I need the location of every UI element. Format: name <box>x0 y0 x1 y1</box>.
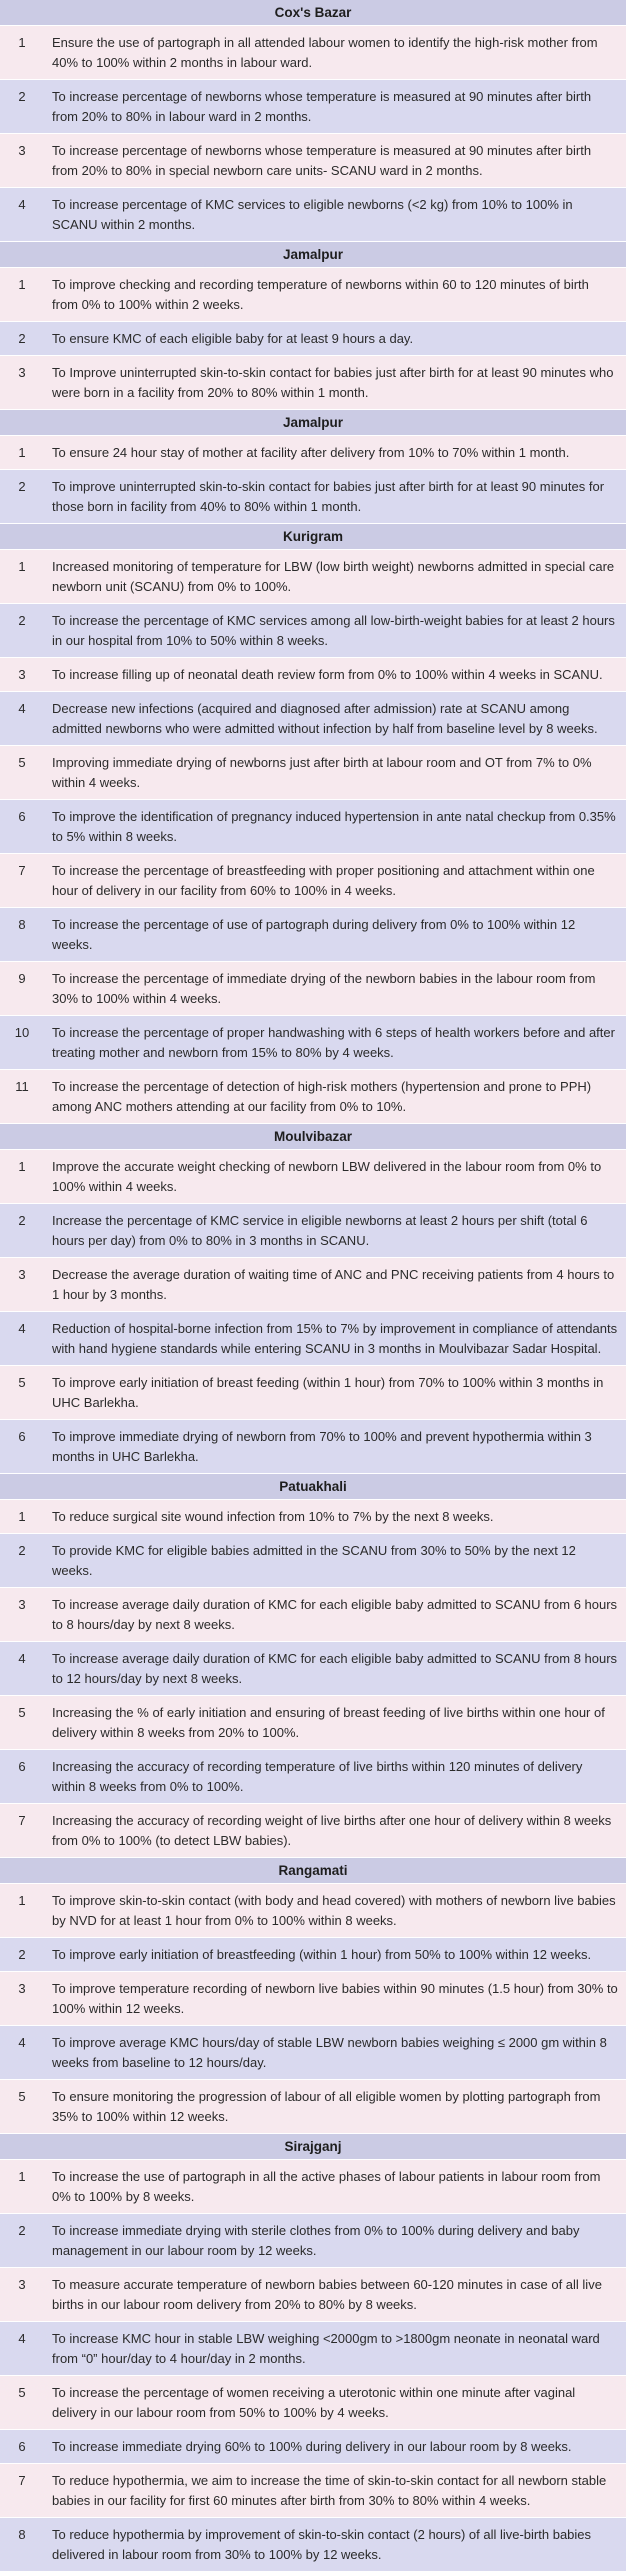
table-row <box>0 2160 626 2214</box>
table-row <box>0 1366 626 1420</box>
row-number: 8 <box>18 917 26 932</box>
row-text: To increase the percentage of detection of high-risk mothers (hypertension and prone to PPH) among ANC mothers attending at our facility from 0% to 10%. <box>52 1079 592 1114</box>
row-number: 1 <box>18 277 26 292</box>
row-text: To measure accurate temperature of newborn babies between 60-120 minutes in case of all live births in our labour room delivery from 20% to 80% by 8 weeks. <box>52 2277 602 2312</box>
row-number: 6 <box>18 2439 26 2454</box>
row-text: To Improve uninterrupted skin-to-skin contact for babies just after birth for at least 90 minutes who were born in a facility from 20% to 80% within 1 month. <box>52 365 614 400</box>
row-number: 2 <box>18 1543 26 1558</box>
row-number: 4 <box>18 701 26 716</box>
section-header: Kurigram <box>0 524 626 550</box>
row-text: Improving immediate drying of newborns just after birth at labour room and OT from 7% to 0% within 4 weeks. <box>52 755 592 790</box>
table-row <box>0 604 626 658</box>
row-text: To improve immediate drying of newborn from 70% to 100% and prevent hypothermia within 3 months in UHC Barlekha. <box>52 1429 592 1464</box>
section-header: Jamalpur <box>0 410 626 436</box>
row-text: To reduce surgical site wound infection from 10% to 7% by the next 8 weeks. <box>52 1509 494 1524</box>
row-number: 2 <box>18 1213 26 1228</box>
row-number: 3 <box>18 1597 26 1612</box>
row-text: To increase the percentage of immediate drying of the newborn babies in the labour room from 30% to 100% within 4 weeks. <box>52 971 596 1006</box>
section-header: Jamalpur <box>0 242 626 268</box>
row-number: 7 <box>18 863 26 878</box>
row-number: 1 <box>18 2169 26 2184</box>
row-text: To increase average daily duration of KMC for each eligible baby admitted to SCANU from 6 hours to 8 hours/day by next 8 weeks. <box>52 1597 618 1632</box>
table-row <box>0 908 626 962</box>
row-text: To improve uninterrupted skin-to-skin contact for babies just after birth for at least 90 minutes for those born in facility from 40% to 80% within 1 month. <box>52 479 605 514</box>
row-number: 3 <box>18 667 26 682</box>
row-text: To improve average KMC hours/day of stable LBW newborn babies weighing ≤ 2000 gm within 8 weeks from baseline to 12 hours/day. <box>52 2035 607 2070</box>
table-row <box>0 322 626 356</box>
table-row <box>0 1204 626 1258</box>
row-text: To increase the percentage of KMC services among all low-birth-weight babies for at least 2 hours in our hospital from 10% to 50% within 8 weeks. <box>52 613 615 648</box>
row-text: To increase percentage of KMC services to eligible newborns (<2 kg) from 10% to 100% in SCANU within 2 months. <box>52 197 573 232</box>
row-text: Increase the percentage of KMC service in eligible newborns at least 2 hours per shift (total 6 hours per day) from 0% to 80% in 3 months in SCANU. <box>52 1213 588 1248</box>
row-number: 5 <box>18 2089 26 2104</box>
table-row <box>0 1972 626 2026</box>
table-row <box>0 746 626 800</box>
table-row <box>0 1420 626 1474</box>
table-row <box>0 356 626 410</box>
row-number: 10 <box>14 1025 30 1040</box>
row-text: Improve the accurate weight checking of newborn LBW delivered in the labour room from 0% to 100% within 4 weeks. <box>52 1159 602 1194</box>
row-number: 1 <box>18 559 26 574</box>
row-number: 6 <box>18 1759 26 1774</box>
row-text: Ensure the use of partograph in all attended labour women to identify the high-risk mother from 40% to 100% within 2 months in labour ward. <box>52 35 598 70</box>
section-header: Cox's Bazar <box>0 0 626 26</box>
row-number: 1 <box>18 1509 26 1524</box>
row-text: To increase the percentage of proper handwashing with 6 steps of health workers before and after treating mother and newborn from 15% to 80% by 4 weeks. <box>52 1025 615 1060</box>
row-text: To provide KMC for eligible babies admitted in the SCANU from 30% to 50% by the next 12 weeks. <box>52 1543 576 1578</box>
row-number: 3 <box>18 2277 26 2292</box>
table-row <box>0 1696 626 1750</box>
table-row <box>0 1150 626 1204</box>
table-row <box>0 2430 626 2464</box>
row-text: To reduce hypothermia, we aim to increase the time of skin-to-skin contact for all newborn stable babies in our facility for first 60 minutes after birth from 30% to 80% within 4 weeks. <box>52 2473 607 2508</box>
row-number: 3 <box>18 143 26 158</box>
row-number: 2 <box>18 613 26 628</box>
row-number: 1 <box>18 35 26 50</box>
table-row <box>0 2080 626 2134</box>
row-number: 5 <box>18 2385 26 2400</box>
table-row <box>0 2464 626 2518</box>
row-number: 1 <box>18 1893 26 1908</box>
row-text: To increase the percentage of women receiving a uterotonic within one minute after vaginal delivery in our labour room from 50% to 100% by 4 weeks. <box>52 2385 576 2420</box>
row-number: 6 <box>18 809 26 824</box>
row-text: To increase percentage of newborns whose temperature is measured at 90 minutes after birth from 20% to 80% in special newborn care units- SCANU ward in 2 months. <box>52 143 592 178</box>
table-row <box>0 1588 626 1642</box>
section-header: Patuakhali <box>0 1474 626 1500</box>
table-row <box>0 1016 626 1070</box>
row-text: To ensure 24 hour stay of mother at facility after delivery from 10% to 70% within 1 month. <box>52 445 570 460</box>
row-text: To reduce hypothermia by improvement of skin-to-skin contact (2 hours) of all live-birth babies delivered in labour room from 30% to 100% by 12 weeks. <box>52 2527 592 2562</box>
row-text: To improve early initiation of breastfeeding (within 1 hour) from 50% to 100% within 12 weeks. <box>52 1947 592 1962</box>
table-row <box>0 268 626 322</box>
table-row <box>0 188 626 242</box>
row-number: 2 <box>18 1947 26 1962</box>
row-number: 5 <box>18 1375 26 1390</box>
row-text: To improve early initiation of breast feeding (within 1 hour) from 70% to 100% within 3 months in UHC Barlekha. <box>52 1375 604 1410</box>
row-number: 3 <box>18 1267 26 1282</box>
row-number: 4 <box>18 1321 26 1336</box>
table-row <box>0 2518 626 2572</box>
row-text: To improve the identification of pregnancy induced hypertension in ante natal checkup from 0.35% to 5% within 8 weeks. <box>52 809 616 844</box>
row-text: Increased monitoring of temperature for LBW (low birth weight) newborns admitted in special care newborn unit (SCANU) from 0% to 100%. <box>52 559 615 594</box>
row-text: Decrease the average duration of waiting time of ANC and PNC receiving patients from 4 hours to 1 hour by 3 months. <box>52 1267 615 1302</box>
table-row <box>0 1750 626 1804</box>
row-number: 2 <box>18 331 26 346</box>
row-text: To increase average daily duration of KMC for each eligible baby admitted to SCANU from 8 hours to 12 hours/day by next 8 weeks. <box>52 1651 618 1686</box>
table-row <box>0 26 626 80</box>
table-row <box>0 1258 626 1312</box>
table-row <box>0 1070 626 1124</box>
section-header: Moulvibazar <box>0 1124 626 1150</box>
table-row <box>0 2376 626 2430</box>
table-row <box>0 962 626 1016</box>
table-row <box>0 1534 626 1588</box>
row-number: 7 <box>18 2473 26 2488</box>
table-row <box>0 2214 626 2268</box>
table-row <box>0 1642 626 1696</box>
row-number: 9 <box>18 971 26 986</box>
table-row <box>0 854 626 908</box>
row-number: 3 <box>18 1981 26 1996</box>
row-number: 1 <box>18 1159 26 1174</box>
table-row <box>0 134 626 188</box>
table-row <box>0 2026 626 2080</box>
row-text: To ensure KMC of each eligible baby for at least 9 hours a day. <box>52 331 414 346</box>
row-text: Increasing the accuracy of recording temperature of live births within 120 minutes of delivery within 8 weeks from 0% to 100%. <box>52 1759 583 1794</box>
row-number: 4 <box>18 2035 26 2050</box>
row-number: 8 <box>18 2527 26 2542</box>
section-header: Rangamati <box>0 1858 626 1884</box>
table-row <box>0 692 626 746</box>
row-number: 3 <box>18 365 26 380</box>
row-number: 11 <box>15 1079 29 1094</box>
row-number: 6 <box>18 1429 26 1444</box>
row-number: 4 <box>18 2331 26 2346</box>
row-text: To increase immediate drying with sterile clothes from 0% to 100% during delivery and baby management in our labour room by 12 weeks. <box>52 2223 580 2258</box>
table-row <box>0 1500 626 1534</box>
table-row <box>0 436 626 470</box>
row-text: To improve skin-to-skin contact (with body and head covered) with mothers of newborn live babies by NVD for at least 1 hour from 0% to 100% within 8 weeks. <box>52 1893 616 1928</box>
row-number: 4 <box>18 197 26 212</box>
row-text: To increase the percentage of use of partograph during delivery from 0% to 100% within 12 weeks. <box>52 917 576 952</box>
row-text: Increasing the accuracy of recording weight of live births after one hour of delivery within 8 weeks from 0% to 100% (to detect LBW babies). <box>52 1813 612 1848</box>
row-number: 4 <box>18 1651 26 1666</box>
row-number: 5 <box>18 1705 26 1720</box>
row-text: To increase the percentage of breastfeeding with proper positioning and attachment within one hour of delivery in our facility from 60% to 100% in 4 weeks. <box>52 863 595 898</box>
row-text: Reduction of hospital-borne infection from 15% to 7% by improvement in compliance of attendants with hand hygiene standards while entering SCANU in 3 months in Moulvibazar Sadar Hospital. <box>52 1321 618 1356</box>
table-row <box>0 470 626 524</box>
row-text: To improve temperature recording of newborn live babies within 90 minutes (1.5 hour) from 30% to 100% within 12 weeks. <box>52 1981 618 2016</box>
table-row <box>0 1938 626 1972</box>
row-text: To increase KMC hour in stable LBW weighing <2000gm to >1800gm neonate in neonatal ward from “0” hour/day to 4 hour/day in 2 months. <box>52 2331 600 2366</box>
table-row <box>0 2268 626 2322</box>
row-text: Increasing the % of early initiation and ensuring of breast feeding of live births within one hour of delivery within 8 weeks from 20% to 100%. <box>52 1705 605 1740</box>
row-number: 5 <box>18 755 26 770</box>
row-text: To increase the use of partograph in all the active phases of labour patients in labour room from 0% to 100% by 8 weeks. <box>52 2169 601 2204</box>
row-text: To increase filling up of neonatal death review form from 0% to 100% within 4 weeks in SCANU. <box>52 667 603 682</box>
table-row <box>0 550 626 604</box>
row-number: 7 <box>18 1813 26 1828</box>
row-number: 2 <box>18 479 26 494</box>
row-text: To increase percentage of newborns whose temperature is measured at 90 minutes after birth from 20% to 80% in labour ward in 2 months. <box>52 89 592 124</box>
row-text: To ensure monitoring the progression of labour of all eligible women by plotting partograph from 35% to 100% within 12 weeks. <box>52 2089 601 2124</box>
section-header: Sirajganj <box>0 2134 626 2160</box>
row-text: Decrease new infections (acquired and diagnosed after admission) rate at SCANU among admitted newborns who were admitted without infection by half from baseline level by 8 weeks. <box>52 701 598 736</box>
table-row <box>0 1312 626 1366</box>
table-row <box>0 1804 626 1858</box>
row-number: 2 <box>18 2223 26 2238</box>
row-number: 1 <box>18 445 26 460</box>
table-row <box>0 800 626 854</box>
row-text: To improve checking and recording temperature of newborns within 60 to 120 minutes of birth from 0% to 100% within 2 weeks. <box>52 277 589 312</box>
row-text: To increase immediate drying 60% to 100% during delivery in our labour room by 8 weeks. <box>52 2439 572 2454</box>
row-number: 2 <box>18 89 26 104</box>
table-row <box>0 2322 626 2376</box>
table-row <box>0 1884 626 1938</box>
table-row <box>0 80 626 134</box>
table-row <box>0 658 626 692</box>
